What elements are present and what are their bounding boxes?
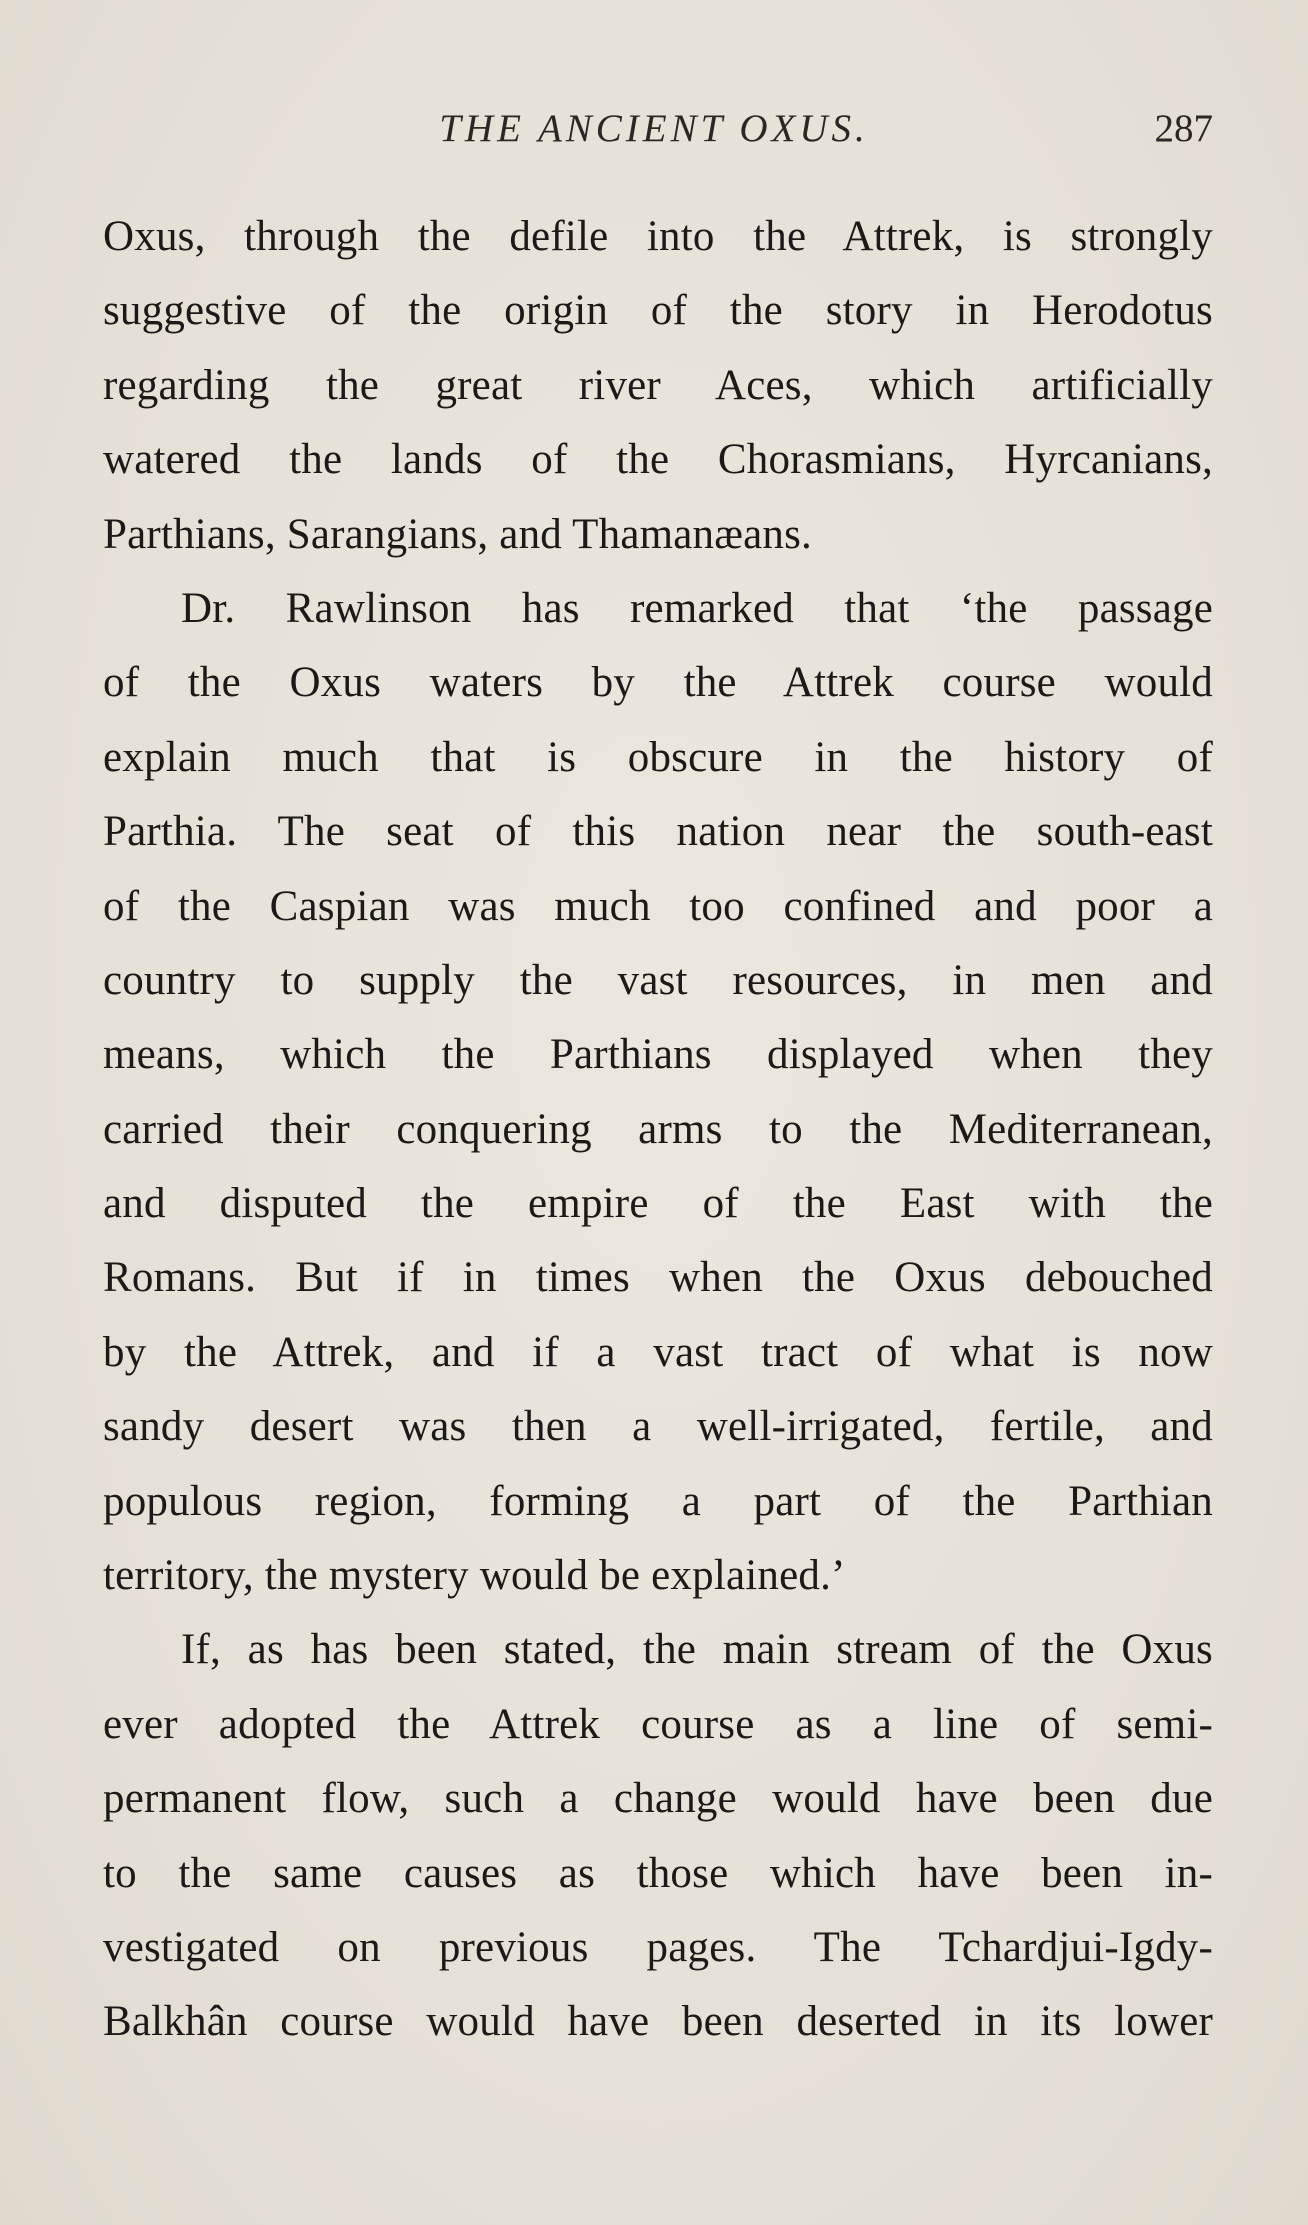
text-line: If, as has been stated, the main stream of the Oxus — [181, 1626, 1213, 1674]
text-line: sandy desert was then a well-irrigated, fertile, and — [103, 1403, 1213, 1451]
text-line: Dr. Rawlinson has remarked that ‘the passage — [181, 584, 1213, 632]
text-line: country to supply the vast resources, in men and — [103, 956, 1213, 1004]
text-line: territory, the mystery would be explained.’ — [103, 1552, 846, 1600]
text-line: means, which the Parthians displayed when they — [103, 1031, 1213, 1079]
text-line: by the Attrek, and if a vast tract of what is now — [103, 1328, 1213, 1376]
page-number: 287 — [1154, 107, 1213, 150]
text-line: of the Caspian was much too confined and poor a — [103, 882, 1213, 930]
running-head — [0, 106, 1308, 156]
text-line: suggestive of the origin of the story in Herodotus — [103, 287, 1213, 335]
text-line: Oxus, through the defile into the Attrek, is strongly — [103, 213, 1213, 260]
text-line: to the same causes as those which have been in- — [103, 1849, 1213, 1897]
text-line: watered the lands of the Chorasmians, Hyrcanians, — [103, 436, 1213, 484]
text-line: ever adopted the Attrek course as a line of semi- — [103, 1700, 1213, 1748]
body-text — [103, 200, 1213, 2060]
text-line: Balkhân course would have been deserted in its lower — [103, 1998, 1213, 2046]
text-line: permanent flow, such a change would have been due — [103, 1775, 1213, 1823]
text-line: Parthians, Sarangians, and Thamanæans. — [103, 510, 812, 558]
text-line: and disputed the empire of the East with the — [103, 1180, 1213, 1228]
text-line: vestigated on previous pages. The Tchardjui-Igdy- — [103, 1923, 1213, 1971]
text-line: of the Oxus waters by the Attrek course would — [103, 659, 1213, 707]
text-line: Romans. But if in times when the Oxus debouched — [103, 1254, 1213, 1302]
text-line: carried their conquering arms to the Mediterranean, — [103, 1105, 1213, 1153]
text-line: Parthia. The seat of this nation near the south-east — [103, 808, 1213, 856]
text-line: populous region, forming a part of the Parthian — [103, 1477, 1213, 1525]
running-title: THE ANCIENT OXUS. — [439, 107, 869, 150]
text-line: regarding the great river Aces, which artificially — [103, 361, 1213, 409]
text-line: explain much that is obscure in the history of — [103, 733, 1213, 781]
